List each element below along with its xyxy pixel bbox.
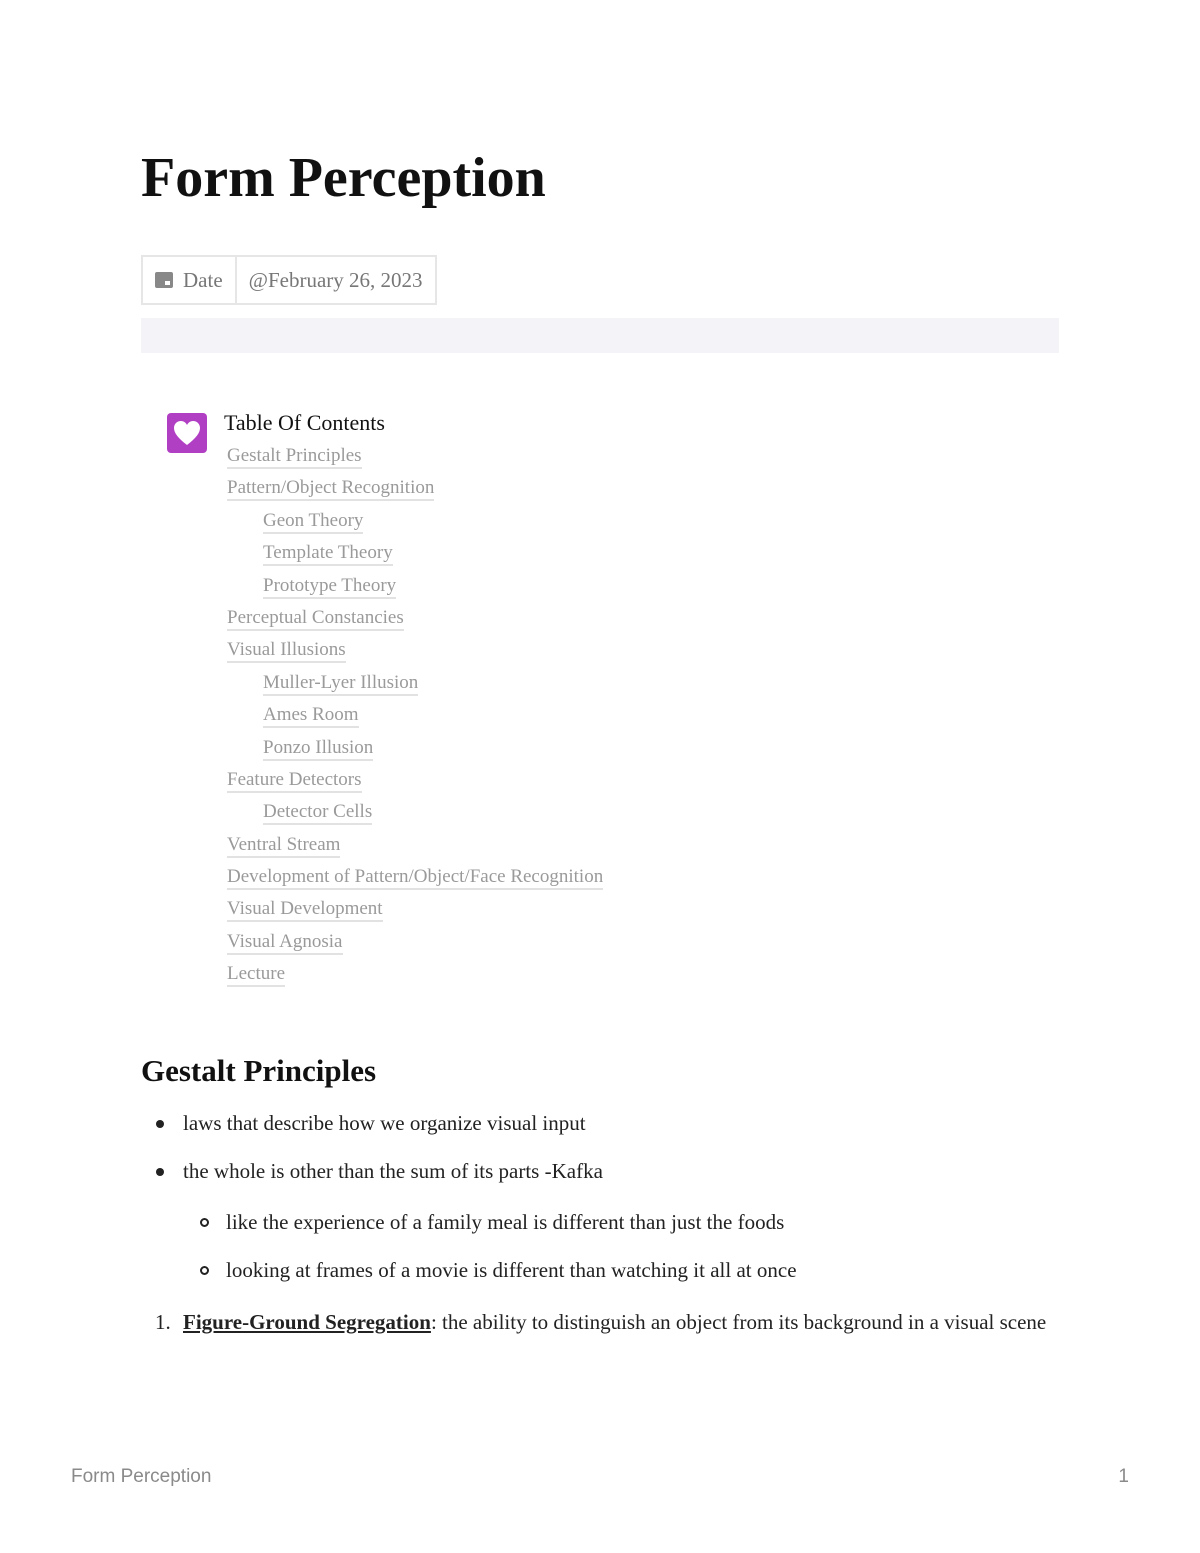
term-figure-ground: Figure-Ground Segregation xyxy=(183,1310,431,1334)
heart-icon xyxy=(167,413,207,453)
toc-item[interactable]: Geon Theory xyxy=(227,507,603,539)
date-label: Date xyxy=(183,267,223,292)
bullet-item: laws that describe how we organize visual input xyxy=(183,1111,586,1135)
list-number: 1. xyxy=(155,1310,171,1334)
toc-item[interactable]: Gestalt Principles xyxy=(227,442,603,474)
bullet-item: the whole is other than the sum of its parts -Kafka xyxy=(183,1159,603,1183)
sub-bullet-item: looking at frames of a movie is different than watching it all at once xyxy=(226,1258,797,1282)
numbered-item xyxy=(155,1305,1053,1340)
toc-item[interactable]: Ponzo Illusion xyxy=(227,734,603,766)
footer-title: Form Perception xyxy=(71,1466,212,1487)
toc-list xyxy=(227,442,603,993)
toc-item[interactable]: Pattern/Object Recognition xyxy=(227,474,603,506)
section-heading: Gestalt Principles xyxy=(141,1053,377,1088)
toc-item[interactable]: Perceptual Constancies xyxy=(227,604,603,636)
toc-item[interactable]: Template Theory xyxy=(227,539,603,571)
toc-item[interactable]: Feature Detectors xyxy=(227,766,603,798)
page-title: Form Perception xyxy=(141,147,546,209)
toc-item[interactable]: Visual Development xyxy=(227,895,603,927)
toc-item[interactable]: Muller-Lyer Illusion xyxy=(227,669,603,701)
toc-item[interactable]: Visual Illusions xyxy=(227,636,603,668)
toc-title: Table Of Contents xyxy=(224,410,385,435)
empty-block xyxy=(141,318,1059,353)
sub-bullet-item: like the experience of a family meal is different than just the foods xyxy=(226,1210,785,1234)
toc-item[interactable]: Prototype Theory xyxy=(227,572,603,604)
calendar-icon xyxy=(155,272,173,288)
toc-item[interactable]: Lecture xyxy=(227,960,603,992)
date-property-value[interactable]: @February 26, 2023 xyxy=(236,256,436,304)
term-definition: : the ability to distinguish an object from its background in a visual scene xyxy=(430,1310,1047,1334)
toc-item[interactable]: Development of Pattern/Object/Face Recognition xyxy=(227,863,603,895)
toc-item[interactable]: Ames Room xyxy=(227,701,603,733)
page-number: 1 xyxy=(1118,1466,1129,1487)
properties-table xyxy=(141,255,437,305)
toc-item[interactable]: Detector Cells xyxy=(227,798,603,830)
date-property-name xyxy=(142,256,236,304)
toc-item[interactable]: Ventral Stream xyxy=(227,831,603,863)
toc-item[interactable]: Visual Agnosia xyxy=(227,928,603,960)
